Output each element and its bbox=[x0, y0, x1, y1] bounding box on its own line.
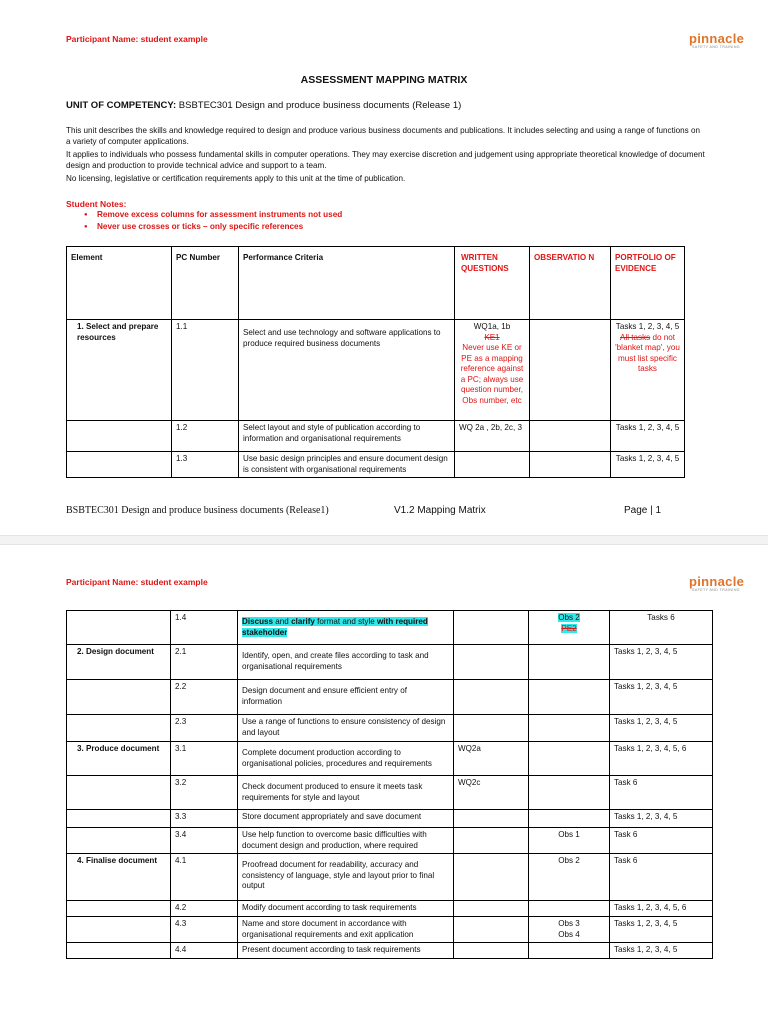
logo-text: pinnacle bbox=[689, 574, 745, 589]
portfolio-cell: Tasks 1, 2, 3, 4, 5 bbox=[610, 680, 713, 715]
element-cell: 3. Produce document bbox=[67, 742, 171, 776]
description-paragraph: It applies to individuals who possess fundamental skills in computer operations. They may exercise discretion and judgement using appropriate theoretical knowledge of document design and production to provide technical advice and support to a team. bbox=[66, 150, 705, 170]
portfolio-cell: Tasks 1, 2, 3, 4, 5 bbox=[611, 452, 685, 478]
criteria-cell: Check document produced to ensure it meets task requirements for style and layout bbox=[238, 776, 454, 810]
criteria-highlight: clarify bbox=[291, 617, 315, 626]
pc-cell: 1.3 bbox=[172, 452, 239, 478]
written-ref: WQ1a, 1b bbox=[473, 322, 511, 331]
obs-ref-struck: PE2 bbox=[561, 623, 577, 633]
written-cell bbox=[454, 645, 529, 680]
table-row bbox=[67, 645, 713, 680]
written-cell bbox=[455, 320, 530, 421]
criteria-cell: Name and store document in accordance with organisational requirements and exit application bbox=[238, 917, 454, 943]
pc-cell: 4.3 bbox=[171, 917, 238, 943]
portfolio-cell: Tasks 1, 2, 3, 4, 5 bbox=[611, 421, 685, 452]
pc-cell: 1.2 bbox=[172, 421, 239, 452]
element-cell bbox=[67, 452, 172, 478]
observation-cell bbox=[529, 901, 610, 917]
portfolio-cell: Tasks 1, 2, 3, 4, 5 bbox=[610, 810, 713, 828]
pc-cell: 2.2 bbox=[171, 680, 238, 715]
element-cell bbox=[67, 421, 172, 452]
element-cell bbox=[67, 715, 171, 742]
portfolio-cell: Tasks 1, 2, 3, 4, 5 bbox=[610, 645, 713, 680]
element-cell: 1. Select and prepare resources bbox=[67, 320, 172, 421]
observation-cell bbox=[529, 645, 610, 680]
criteria-highlight: and bbox=[273, 617, 292, 626]
pc-cell: 4.2 bbox=[171, 901, 238, 917]
written-cell bbox=[454, 917, 529, 943]
written-cell bbox=[454, 901, 529, 917]
obs-ref: Obs 4 bbox=[558, 929, 580, 939]
footer-version: V1.2 Mapping Matrix bbox=[394, 505, 486, 516]
table-row bbox=[67, 854, 713, 901]
criteria-cell: Identify, open, and create files according to task and organisational requirements bbox=[238, 645, 454, 680]
element-cell: 4. Finalise document bbox=[67, 854, 171, 901]
document-title: ASSESSMENT MAPPING MATRIX bbox=[300, 74, 468, 86]
pc-cell: 2.3 bbox=[171, 715, 238, 742]
criteria-highlight: Discuss bbox=[242, 617, 274, 626]
table-row bbox=[67, 776, 713, 810]
criteria-cell: Store document appropriately and save document bbox=[238, 810, 454, 828]
criteria-cell: Use basic design principles and ensure document design is consistent with organisational requirements bbox=[239, 452, 455, 478]
portfolio-cell: Task 6 bbox=[610, 854, 713, 901]
criteria-cell: Select and use technology and software applications to produce required business documents bbox=[239, 320, 455, 421]
written-cell bbox=[454, 854, 529, 901]
table-row bbox=[67, 680, 713, 715]
table-header-row bbox=[67, 247, 685, 320]
observation-cell bbox=[529, 680, 610, 715]
portfolio-cell: Tasks 1, 2, 3, 4, 5 bbox=[610, 715, 713, 742]
description-paragraph: No licensing, legislative or certification requirements apply to this unit at the time of publication. bbox=[66, 174, 406, 183]
portfolio-cell: Task 6 bbox=[610, 776, 713, 810]
portfolio-cell: Tasks 1, 2, 3, 4, 5, 6 bbox=[610, 742, 713, 776]
written-cell bbox=[454, 680, 529, 715]
unit-label: UNIT OF COMPETENCY: bbox=[66, 100, 177, 111]
observation-cell: Obs 2 bbox=[529, 854, 610, 901]
unit-value: BSBTEC301 Design and produce business documents (Release 1) bbox=[176, 100, 462, 111]
table-row bbox=[67, 742, 713, 776]
portfolio-cell bbox=[611, 320, 685, 421]
observation-cell bbox=[530, 320, 611, 421]
criteria-highlight: with required stakeholder bbox=[242, 617, 428, 637]
observation-cell bbox=[529, 611, 610, 645]
student-notes-title: Student Notes: bbox=[66, 199, 127, 209]
obs-ref: Obs 3 bbox=[558, 919, 580, 928]
table-row bbox=[67, 917, 713, 943]
pc-cell: 4.1 bbox=[171, 854, 238, 901]
table-row bbox=[67, 828, 713, 854]
written-cell bbox=[454, 810, 529, 828]
observation-cell bbox=[530, 452, 611, 478]
unit-of-competency bbox=[66, 100, 461, 111]
portfolio-cell: Tasks 1, 2, 3, 4, 5 bbox=[610, 917, 713, 943]
element-cell bbox=[67, 917, 171, 943]
written-cell: WQ2a bbox=[454, 742, 529, 776]
written-cell bbox=[454, 828, 529, 854]
table-row bbox=[67, 320, 685, 421]
pinnacle-logo bbox=[689, 30, 759, 50]
portfolio-note: do not 'blanket map', you must list specific tasks bbox=[615, 332, 680, 373]
mapping-table-page2 bbox=[66, 610, 713, 959]
written-cell bbox=[454, 715, 529, 742]
observation-cell bbox=[529, 742, 610, 776]
written-cell bbox=[455, 452, 530, 478]
criteria-cell: Design document and ensure efficient entry of information bbox=[238, 680, 454, 715]
table-row bbox=[67, 421, 685, 452]
written-ref-struck: KE1 bbox=[484, 332, 500, 342]
student-notes-list bbox=[66, 209, 342, 233]
table-row bbox=[67, 943, 713, 959]
criteria-cell bbox=[238, 611, 454, 645]
table-row bbox=[67, 611, 713, 645]
header-observation: OBSERVATIO N bbox=[530, 247, 611, 320]
observation-cell bbox=[529, 943, 610, 959]
element-cell bbox=[67, 828, 171, 854]
portfolio-cell: Tasks 1, 2, 3, 4, 5 bbox=[610, 943, 713, 959]
element-cell bbox=[67, 943, 171, 959]
pc-cell: 1.1 bbox=[172, 320, 239, 421]
header-pc-number: PC Number bbox=[172, 247, 239, 320]
portfolio-ref-struck: All tasks bbox=[620, 332, 651, 342]
criteria-cell: Proofread document for readability, accuracy and consistency of language, style and layout prior to final output bbox=[238, 854, 454, 901]
observation-cell bbox=[529, 776, 610, 810]
criteria-cell: Use help function to overcome basic difficulties with document design and production, where required bbox=[238, 828, 454, 854]
observation-cell bbox=[529, 810, 610, 828]
element-cell bbox=[67, 810, 171, 828]
portfolio-cell: Tasks 1, 2, 3, 4, 5, 6 bbox=[610, 901, 713, 917]
pinnacle-logo bbox=[689, 573, 759, 593]
pc-cell: 4.4 bbox=[171, 943, 238, 959]
criteria-cell: Modify document according to task requirements bbox=[238, 901, 454, 917]
written-note: Never use KE or PE as a mapping reference against a PC; always use question number, Obs number, etc bbox=[460, 343, 524, 405]
written-cell bbox=[454, 611, 529, 645]
page-break bbox=[0, 535, 768, 545]
pc-cell: 3.2 bbox=[171, 776, 238, 810]
unit-description bbox=[66, 126, 706, 185]
element-cell bbox=[67, 680, 171, 715]
written-cell bbox=[454, 943, 529, 959]
header-written-questions: WRITTEN QUESTIONS bbox=[455, 247, 530, 320]
logo-subtext: SAFETY AND TRAINING bbox=[692, 45, 741, 49]
pc-cell: 1.4 bbox=[171, 611, 238, 645]
element-cell: 2. Design document bbox=[67, 645, 171, 680]
portfolio-cell: Tasks 6 bbox=[610, 611, 713, 645]
description-paragraph: This unit describes the skills and knowledge required to design and produce various business documents and publications. It includes selecting and using a range of functions on a variety of computer applications. bbox=[66, 126, 700, 146]
pc-cell: 3.3 bbox=[171, 810, 238, 828]
table-row bbox=[67, 901, 713, 917]
criteria-highlight: format and style bbox=[314, 617, 378, 626]
element-cell bbox=[67, 611, 171, 645]
header-element: Element bbox=[67, 247, 172, 320]
table-row bbox=[67, 715, 713, 742]
portfolio-cell: Task 6 bbox=[610, 828, 713, 854]
observation-cell bbox=[530, 421, 611, 452]
header-portfolio: PORTFOLIO OF EVIDENCE bbox=[611, 247, 685, 320]
participant-name: Participant Name: student example bbox=[66, 577, 208, 587]
logo-subtext: SAFETY AND TRAINING bbox=[692, 588, 741, 592]
portfolio-ref: Tasks 1, 2, 3, 4, 5 bbox=[615, 322, 680, 331]
participant-name: Participant Name: student example bbox=[66, 34, 208, 44]
element-cell bbox=[67, 776, 171, 810]
pc-cell: 3.4 bbox=[171, 828, 238, 854]
table-row bbox=[67, 810, 713, 828]
criteria-cell: Present document according to task requirements bbox=[238, 943, 454, 959]
criteria-cell: Complete document production according to organisational policies, procedures and requirements bbox=[238, 742, 454, 776]
pc-cell: 2.1 bbox=[171, 645, 238, 680]
written-cell: WQ 2a , 2b, 2c, 3 bbox=[455, 421, 530, 452]
element-cell bbox=[67, 901, 171, 917]
table-row bbox=[67, 452, 685, 478]
observation-cell: Obs 1 bbox=[529, 828, 610, 854]
mapping-table-page1 bbox=[66, 246, 685, 478]
obs-ref: Obs 2 bbox=[558, 613, 580, 622]
written-cell: WQ2c bbox=[454, 776, 529, 810]
criteria-cell: Select layout and style of publication according to information and organisational requirements bbox=[239, 421, 455, 452]
pc-cell: 3.1 bbox=[171, 742, 238, 776]
header-performance-criteria: Performance Criteria bbox=[239, 247, 455, 320]
student-note: ● Remove excess columns for assessment instruments not used bbox=[66, 209, 342, 221]
criteria-cell: Use a range of functions to ensure consistency of design and layout bbox=[238, 715, 454, 742]
observation-cell bbox=[529, 917, 610, 943]
footer-page-number: Page | 1 bbox=[624, 505, 662, 516]
logo-text: pinnacle bbox=[689, 31, 745, 46]
observation-cell bbox=[529, 715, 610, 742]
student-note: ● Never use crosses or ticks – only specific references bbox=[66, 221, 342, 233]
footer-unit-title: BSBTEC301 Design and produce business documents (Release1) bbox=[66, 505, 329, 516]
